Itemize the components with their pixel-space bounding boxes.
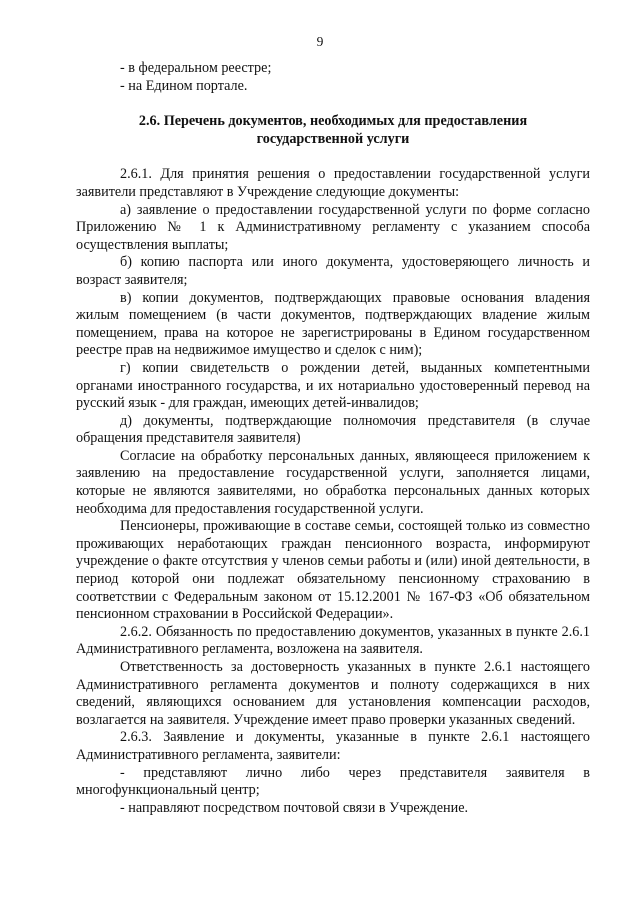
paragraph: - направляют посредством почтовой связи в Учреждение. — [120, 799, 469, 816]
paragraph: д) документы, подтверждающие полномочия представителя (в случае обращения представителя заявителя) — [76, 412, 590, 447]
paragraph: б) копию паспорта или иного документа, удостоверяющего личность и возраст заявителя; — [76, 254, 590, 288]
paragraph: - представляют лично либо через представителя заявителя в многофункциональный центр; — [76, 764, 590, 799]
section-heading: 2.6. Перечень документов, необходимых для предоставления государственной услуги — [138, 113, 528, 147]
paragraph: 2.6.2. Обязанность по предоставлению документов, указанных в пункте 2.6.1 Административного регламента, возложена на заявителя. — [76, 623, 590, 658]
intro-list — [76, 60, 590, 95]
page-number: 9 — [316, 34, 324, 49]
paragraph: 2.6.3. Заявление и документы, указанные в пункте 2.6.1 настоящего Административного регламента, заявители: — [76, 729, 590, 763]
paragraph: 2.6.1. Для принятия решения о предоставлении государственной услуги заявители представляют в Учреждение следующие документы: — [76, 166, 590, 200]
paragraph: в) копии документов, подтверждающих правовые основания владения жилым помещением (в части документов, подтверждающих владение жилым помещением, права на которое не зарегистрированы в Едином государственном реестре прав на недвижимое имущество и сделок с ним); — [76, 289, 590, 359]
paragraph: а) заявление о предоставлении государственной услуги по форме согласно Приложению № 1 к Административному регламенту с указанием способа осуществления выплаты; — [76, 201, 590, 253]
paragraph: г) копии свидетельств о рождении детей, выданных компетентными органами иностранного государства, и их нотариально удостоверенный перевод на русский язык - для граждан, имеющих детей-инвалидов; — [76, 359, 590, 412]
list-item: - на Едином портале. — [120, 77, 248, 94]
list-item: - в федеральном реестре; — [120, 60, 272, 76]
paragraph: Пенсионеры, проживающие в составе семьи, состоящей только из совместно проживающих неработающих граждан пенсионного возраста, информируют учреждение о факте отсутствия у членов семьи работы и (или) иной деятельности, в период которой они подлежат обязательному пенсионному страхованию в соответствии с Федеральным законом от 15.12.2001 № 167-ФЗ «Об обязательном пенсионном страховании в Российской Федерации». — [76, 518, 590, 623]
paragraph: Согласие на обработку персональных данных, являющееся приложением к заявлению на предоставление государственной услуги, заполняется лицами, которые не являются заявителями, но обработка персональных данных которых необходима для предоставления государственной услуги. — [76, 447, 590, 517]
page-content — [76, 60, 590, 817]
paragraph: Ответственность за достоверность указанных в пункте 2.6.1 настоящего Административного регламента документов и полноту содержащихся в них сведений, являющихся основанием для установления компенсации расходов, возлагается на заявителя. Учреждение имеет право проверки указанных сведений. — [76, 659, 590, 728]
